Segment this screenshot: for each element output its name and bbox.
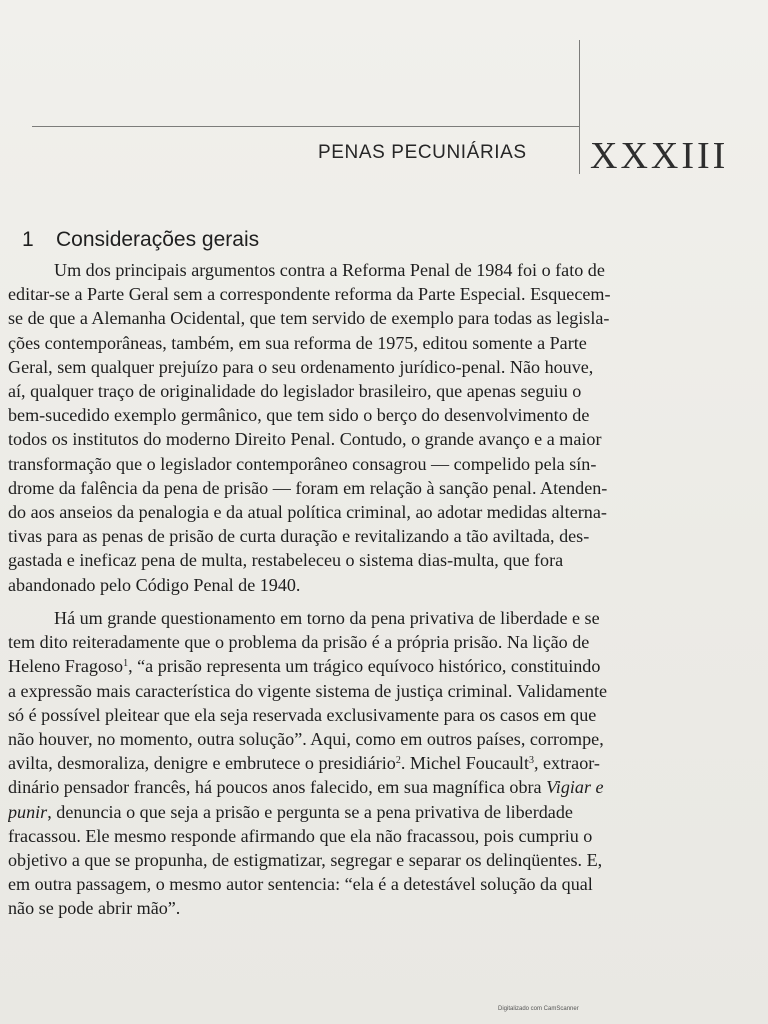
paragraph-line: Geral, sem qualquer prejuízo para o seu ordenamento jurídico-penal. Não houve, — [8, 356, 594, 377]
author-name: Heleno Fragoso — [8, 656, 124, 677]
paragraph-line: Um dos principais argumentos contra a Reforma Penal de 1984 foi o fato de — [54, 260, 605, 280]
paragraph-line: transformação que o legislador contemporâneo consagrou — compelido pela sín- — [8, 453, 597, 474]
text-segment: , denuncia o que seja a prisão e pergunta se a pena privativa de liberdade — [47, 801, 573, 822]
text-segment: , extraor- — [533, 753, 600, 774]
footnote-ref-2: 2 — [395, 755, 401, 767]
paragraph-line: do aos anseios da penalogia e da atual política criminal, ao adotar medidas alterna- — [8, 502, 607, 523]
paragraph-line: tivas para as penas de prisão de curta duração e revitalizando a tão aviltada, des- — [8, 526, 590, 547]
scanner-watermark: Digitalizado com CamScanner — [498, 1006, 579, 1012]
paragraph-line: drome da falência da pena de prisão — foram em relação à sanção penal. Atenden- — [8, 477, 608, 498]
book-title-italic: Vigiar e — [546, 777, 604, 798]
section-title: Considerações gerais — [56, 228, 260, 251]
paragraph-line: em outra passagem, o mesmo autor sentencia: “ela é a detestável solução da qual — [8, 874, 593, 895]
paragraph-line: Há um grande questionamento em torno da pena privativa de liberdade e se — [54, 608, 600, 628]
paragraph-line: todos os institutos do moderno Direito Penal. Contudo, o grande avanço e a maior — [8, 429, 602, 450]
paragraph-line: bem-sucedido exemplo germânico, que tem sido o berço do desenvolvimento de — [8, 405, 590, 426]
section-heading — [22, 228, 259, 252]
paragraph-line — [8, 654, 756, 678]
paragraph-line — [8, 751, 756, 775]
paragraph-line: não houver, no momento, outra solução”. Aqui, como em outros países, corrompe, — [8, 729, 604, 750]
paragraph-line — [8, 775, 756, 799]
paragraph-line: tem dito reiteradamente que o problema da prisão é a própria prisão. Na lição de — [8, 632, 590, 653]
paragraph-line: se de que a Alemanha Ocidental, que tem servido de exemplo para todas as legisla- — [8, 308, 610, 329]
section-number: 1 — [22, 228, 34, 251]
footnote-ref-3: 3 — [528, 755, 534, 767]
chapter-title: PENAS PECUNIÁRIAS — [318, 142, 527, 163]
paragraph-line: objetivo a que se propunha, de estigmatizar, segregar e separar os delinqüentes. E, — [8, 850, 603, 871]
header-divider — [579, 40, 580, 174]
paragraph-1 — [8, 258, 756, 597]
paragraph-line: gastada e ineficaz pena de multa, restabeleceu o sistema dias-multa, que fora — [8, 550, 564, 571]
paragraph-line: abandonado pelo Código Penal de 1940. — [8, 574, 301, 595]
paragraph-line — [8, 800, 756, 824]
paragraph-line: editar-se a Parte Geral sem a correspondente reforma da Parte Especial. Esquecem- — [8, 284, 611, 305]
quote-text: , “a prisão representa um trágico equívoco histórico, constituindo — [128, 656, 601, 677]
text-segment: dinário pensador francês, há poucos anos falecido, em sua magnífica obra — [8, 777, 547, 798]
paragraph-line: fracassou. Ele mesmo responde afirmando que ela não fracassou, pois cumpriu o — [8, 825, 593, 846]
paragraph-line: ções contemporâneas, também, em sua reforma de 1975, editou somente a Parte — [8, 332, 587, 353]
paragraph-line: a expressão mais característica do vigente sistema de justiça criminal. Validamente — [8, 680, 608, 701]
text-segment: avilta, desmoraliza, denigre e embrutece o presidiário — [8, 753, 396, 774]
book-title-italic: punir — [8, 801, 48, 822]
footnote-ref-1: 1 — [123, 658, 129, 670]
paragraph-line: não se pode abrir mão”. — [8, 898, 181, 919]
paragraph-line: aí, qualquer traço de originalidade do legislador brasileiro, que apenas seguiu o — [8, 381, 582, 402]
chapter-number: XXXIII — [590, 135, 729, 177]
text-segment: . Michel Foucault — [400, 753, 529, 774]
header-rule — [32, 126, 580, 127]
paragraph-line: só é possível pleitear que ela seja reservada exclusivamente para os casos em que — [8, 704, 597, 725]
paragraph-2 — [8, 606, 756, 921]
